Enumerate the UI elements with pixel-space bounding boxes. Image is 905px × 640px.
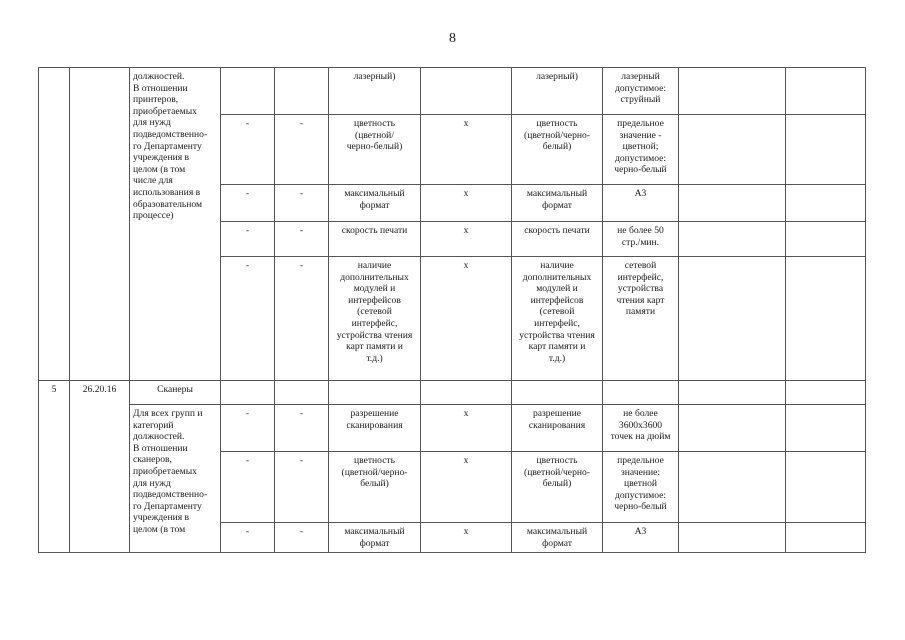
cell-c5: [275, 68, 329, 115]
cell-c9: А3: [603, 185, 679, 222]
product-name-cell: Сканеры: [130, 381, 221, 405]
row-number-cell: [39, 68, 70, 381]
cell-c11: [786, 222, 866, 257]
cell-c7: х: [421, 222, 512, 257]
cell-c8: [512, 381, 603, 405]
page-number: 8: [449, 31, 456, 46]
cell-c5: -: [275, 115, 329, 185]
cell-c7: [421, 381, 512, 405]
cell-c4: [221, 68, 275, 115]
cell-c7: [421, 68, 512, 115]
requirement-cell: Для всех групп и категорий должностей. В отношении сканеров, приобретаемых для нужд подведомственно- го Департаменту учреждения в целом (в том: [130, 405, 221, 553]
cell-c10: [679, 405, 786, 452]
cell-c9: не более 3600х3600 точек на дюйм: [603, 405, 679, 452]
cell-c7: х: [421, 115, 512, 185]
cell-c10: [679, 115, 786, 185]
cell-c11: [786, 452, 866, 523]
cell-c9: [603, 381, 679, 405]
cell-c4: -: [221, 452, 275, 523]
table-row: [39, 68, 866, 115]
cell-c5: -: [275, 523, 329, 553]
table-row: [39, 405, 866, 452]
cell-c4: -: [221, 257, 275, 381]
table-row: [39, 381, 866, 405]
cell-c8: максимальный формат: [512, 523, 603, 553]
cell-c8: лазерный): [512, 68, 603, 115]
code-cell: [70, 68, 130, 381]
cell-c8: скорость печати: [512, 222, 603, 257]
cell-c11: [786, 523, 866, 553]
cell-c11: [786, 68, 866, 115]
cell-c5: [275, 381, 329, 405]
cell-c7: х: [421, 452, 512, 523]
cell-c7: х: [421, 523, 512, 553]
cell-c10: [679, 257, 786, 381]
cell-c6: наличие дополнительных модулей и интерфейсов (сетевой интерфейс, устройства чтения карт памяти и т.д.): [329, 257, 421, 381]
cell-c4: -: [221, 222, 275, 257]
cell-c6: цветность (цветной/ черно-белый): [329, 115, 421, 185]
cell-c5: -: [275, 257, 329, 381]
cell-c10: [679, 523, 786, 553]
cell-c10: [679, 381, 786, 405]
cell-c9: А3: [603, 523, 679, 553]
cell-c10: [679, 452, 786, 523]
cell-c11: [786, 381, 866, 405]
cell-c9: предельное значение - цветной; допустимое: черно-белый: [603, 115, 679, 185]
characteristics-table: [38, 67, 866, 553]
cell-c5: -: [275, 185, 329, 222]
cell-c5: -: [275, 452, 329, 523]
cell-c11: [786, 115, 866, 185]
cell-c6: максимальный формат: [329, 185, 421, 222]
cell-c7: х: [421, 185, 512, 222]
cell-c4: -: [221, 185, 275, 222]
cell-c11: [786, 257, 866, 381]
cell-c8: цветность (цветной/черно- белый): [512, 115, 603, 185]
cell-c7: х: [421, 405, 512, 452]
cell-c4: -: [221, 523, 275, 553]
cell-c6: лазерный): [329, 68, 421, 115]
cell-c6: скорость печати: [329, 222, 421, 257]
cell-c4: -: [221, 115, 275, 185]
cell-c10: [679, 185, 786, 222]
cell-c4: -: [221, 405, 275, 452]
cell-c11: [786, 185, 866, 222]
code-cell: 26.20.16: [70, 381, 130, 553]
cell-c11: [786, 405, 866, 452]
cell-c8: цветность (цветной/черно- белый): [512, 452, 603, 523]
cell-c10: [679, 222, 786, 257]
cell-c8: максимальный формат: [512, 185, 603, 222]
cell-c9: лазерный допустимое: струйный: [603, 68, 679, 115]
cell-c6: цветность (цветной/черно- белый): [329, 452, 421, 523]
cell-c9: сетевой интерфейс, устройства чтения карт памяти: [603, 257, 679, 381]
cell-c8: наличие дополнительных модулей и интерфейсов (сетевой интерфейс, устройства чтения карт памяти и т.д.): [512, 257, 603, 381]
row-number-cell: 5: [39, 381, 70, 553]
requirement-cell: должностей. В отношении принтеров, приобретаемых для нужд подведомственно- го Департаменту учреждения в целом (в том числе для использования в образовательном процессе): [130, 68, 221, 381]
cell-c6: [329, 381, 421, 405]
cell-c6: максимальный формат: [329, 523, 421, 553]
cell-c8: разрешение сканирования: [512, 405, 603, 452]
cell-c6: разрешение сканирования: [329, 405, 421, 452]
cell-c9: предельное значение: цветной допустимое: черно-белый: [603, 452, 679, 523]
cell-c4: [221, 381, 275, 405]
cell-c10: [679, 68, 786, 115]
cell-c7: х: [421, 257, 512, 381]
cell-c5: -: [275, 405, 329, 452]
cell-c9: не более 50 стр./мин.: [603, 222, 679, 257]
cell-c5: -: [275, 222, 329, 257]
